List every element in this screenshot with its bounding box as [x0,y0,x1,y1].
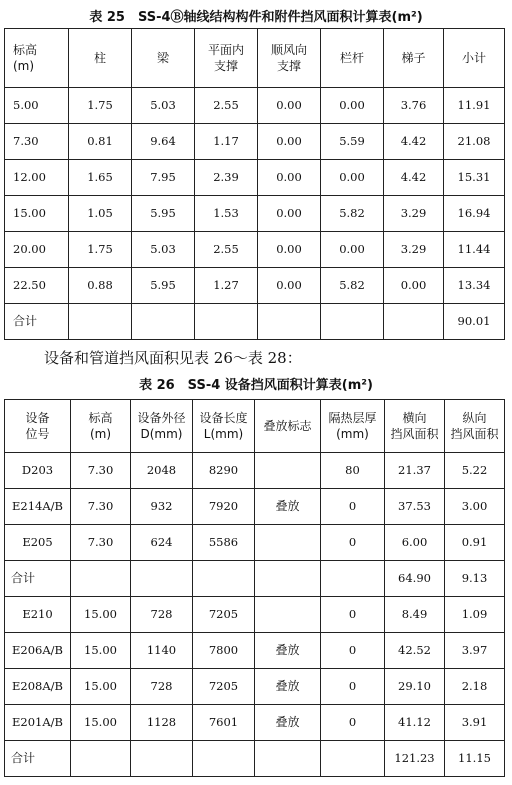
header-length: 设备长度 L(mm) [193,400,255,453]
table-cell: 3.97 [445,633,505,669]
header-beam: 梁 [132,29,195,88]
table-cell: 0.00 [258,196,321,232]
table-cell: 0.00 [258,88,321,124]
table-cell: 叠放 [255,633,321,669]
table-cell [255,597,321,633]
table-cell [255,741,321,777]
empty-cell [258,304,321,340]
table-cell: 7.95 [132,160,195,196]
table-row [5,597,505,633]
table-cell: E201A/B [5,705,71,741]
table-row [5,196,505,232]
table-cell: 0.00 [258,124,321,160]
table-cell: 5.95 [132,268,195,304]
table-cell: 11.91 [444,88,505,124]
table-cell [131,561,193,597]
table-cell [255,453,321,489]
header-stack-flag: 叠放标志 [255,400,321,453]
table-26-caption: 表 26 SS-4 设备挡风面积计算表(m²) [139,378,373,393]
table-cell: 21.08 [444,124,505,160]
table-cell: 624 [131,525,193,561]
table-cell: 5.22 [445,453,505,489]
table-cell: E210 [5,597,71,633]
header-elevation: 标高 (m) [71,400,131,453]
table-cell: 16.94 [444,196,505,232]
table-cell: 8290 [193,453,255,489]
table-cell: 2.55 [195,232,258,268]
table-cell [71,561,131,597]
table-cell: 0 [321,597,385,633]
table-cell: 7205 [193,597,255,633]
table-cell [255,525,321,561]
table-25 [4,28,505,340]
table-cell: 叠放 [255,669,321,705]
empty-cell [69,304,132,340]
table-cell: 11.44 [444,232,505,268]
table-cell: 6.00 [385,525,445,561]
table-cell: 3.76 [384,88,444,124]
table-cell: 15.00 [71,705,131,741]
header-transverse-area: 横向 挡风面积 [385,400,445,453]
table-26-header-row [5,400,505,453]
table-row [5,705,505,741]
table-cell: 15.00 [71,597,131,633]
table-cell: 0.00 [321,88,384,124]
table-cell: 37.53 [385,489,445,525]
header-equipment-tag: 设备 位号 [5,400,71,453]
table-cell [193,561,255,597]
table-cell: 20.00 [5,232,69,268]
table-cell: 15.00 [5,196,69,232]
table-cell: 0 [321,669,385,705]
table-cell: 1.17 [195,124,258,160]
table-cell: 0.00 [258,160,321,196]
table-cell: 29.10 [385,669,445,705]
table-cell: 5586 [193,525,255,561]
table-cell: 0 [321,525,385,561]
table-cell: 1.05 [69,196,132,232]
table-cell: E206A/B [5,633,71,669]
table-cell: 1140 [131,633,193,669]
table-cell: 0.00 [321,160,384,196]
table-cell: 2.18 [445,669,505,705]
header-column: 柱 [69,29,132,88]
table-cell: 932 [131,489,193,525]
table-cell: 1.53 [195,196,258,232]
table-cell: 1.75 [69,232,132,268]
table-cell: 7.30 [5,124,69,160]
table-cell [321,561,385,597]
table-cell: 15.00 [71,633,131,669]
table-cell: 12.00 [5,160,69,196]
table-cell: 4.42 [384,124,444,160]
table-row [5,160,505,196]
table-cell: 11.15 [445,741,505,777]
header-railing: 栏杆 [321,29,384,88]
table-cell: 0.00 [384,268,444,304]
table-cell: 5.82 [321,268,384,304]
table-cell: 7.30 [71,453,131,489]
table-25-caption: 表 25 SS-4Ⓑ轴线结构构件和附件挡风面积计算表(m²) [89,10,423,25]
header-ladder: 梯子 [384,29,444,88]
table-row [5,268,505,304]
table-cell: 728 [131,669,193,705]
table-cell: 0 [321,489,385,525]
header-insulation: 隔热层厚 (mm) [321,400,385,453]
table-cell: 5.82 [321,196,384,232]
table-cell: 0.00 [258,232,321,268]
table-row [5,489,505,525]
table-cell: 41.12 [385,705,445,741]
table-cell: 5.03 [132,88,195,124]
table-cell: 7.30 [71,489,131,525]
table-cell: 0.81 [69,124,132,160]
table-cell: 2048 [131,453,193,489]
table-cell: 3.29 [384,196,444,232]
table-cell [255,561,321,597]
table-row [5,88,505,124]
table-cell: 2.55 [195,88,258,124]
table-26 [4,399,505,777]
table-cell: 1.75 [69,88,132,124]
table-row [5,525,505,561]
table-cell [193,741,255,777]
header-downwind-bracing: 顺风向 支撑 [258,29,321,88]
table-row [5,633,505,669]
table-cell: 0.88 [69,268,132,304]
table-cell [131,741,193,777]
table-cell [321,741,385,777]
header-longitudinal-area: 纵向 挡风面积 [445,400,505,453]
empty-cell [384,304,444,340]
header-subtotal: 小计 [444,29,505,88]
table-cell: 5.00 [5,88,69,124]
table-cell: 1128 [131,705,193,741]
table-cell: 5.03 [132,232,195,268]
total-value: 90.01 [444,304,505,340]
table-cell: 0.91 [445,525,505,561]
header-in-plane-bracing: 平面内 支撑 [195,29,258,88]
table-cell: 7920 [193,489,255,525]
total-label: 合计 [5,304,69,340]
table-cell: E205 [5,525,71,561]
table-row [5,453,505,489]
table-cell: 728 [131,597,193,633]
empty-cell [321,304,384,340]
table-cell: E214A/B [5,489,71,525]
table-cell: 7205 [193,669,255,705]
table-cell: 4.42 [384,160,444,196]
header-elevation: 标高 (m) [5,29,69,88]
table-cell: 7.30 [71,525,131,561]
table-cell: 15.00 [71,669,131,705]
header-outer-diameter: 设备外径 D(mm) [131,400,193,453]
table-cell: 2.39 [195,160,258,196]
table-row [5,232,505,268]
table-cell: 9.64 [132,124,195,160]
table-cell: 0 [321,705,385,741]
empty-cell [195,304,258,340]
table-cell: 叠放 [255,489,321,525]
table-cell: 5.95 [132,196,195,232]
table-cell: 80 [321,453,385,489]
table-cell: 3.91 [445,705,505,741]
table-cell: 0.00 [258,268,321,304]
empty-cell [132,304,195,340]
table-cell: 0 [321,633,385,669]
table-cell: 64.90 [385,561,445,597]
table-cell: E208A/B [5,669,71,705]
table-cell: 合计 [5,561,71,597]
table-cell: 叠放 [255,705,321,741]
table-cell: D203 [5,453,71,489]
table-cell: 22.50 [5,268,69,304]
table-cell: 9.13 [445,561,505,597]
table-cell: 1.65 [69,160,132,196]
total-row [5,741,505,777]
table-cell: 7800 [193,633,255,669]
table-row [5,124,505,160]
table-25-header-row [5,29,505,88]
table-cell: 5.59 [321,124,384,160]
intro-text: 设备和管道挡风面积见表 26～表 28： [44,349,302,367]
table-cell: 42.52 [385,633,445,669]
table-cell: 0.00 [321,232,384,268]
table-cell: 121.23 [385,741,445,777]
total-row [5,561,505,597]
table-cell: 7601 [193,705,255,741]
table-cell: 8.49 [385,597,445,633]
table-cell: 3.00 [445,489,505,525]
table-cell: 1.27 [195,268,258,304]
table-cell: 15.31 [444,160,505,196]
table-row [5,669,505,705]
table-cell: 1.09 [445,597,505,633]
table-cell [71,741,131,777]
table-cell: 21.37 [385,453,445,489]
table-cell: 3.29 [384,232,444,268]
table-cell: 13.34 [444,268,505,304]
total-row [5,304,505,340]
table-cell: 合计 [5,741,71,777]
